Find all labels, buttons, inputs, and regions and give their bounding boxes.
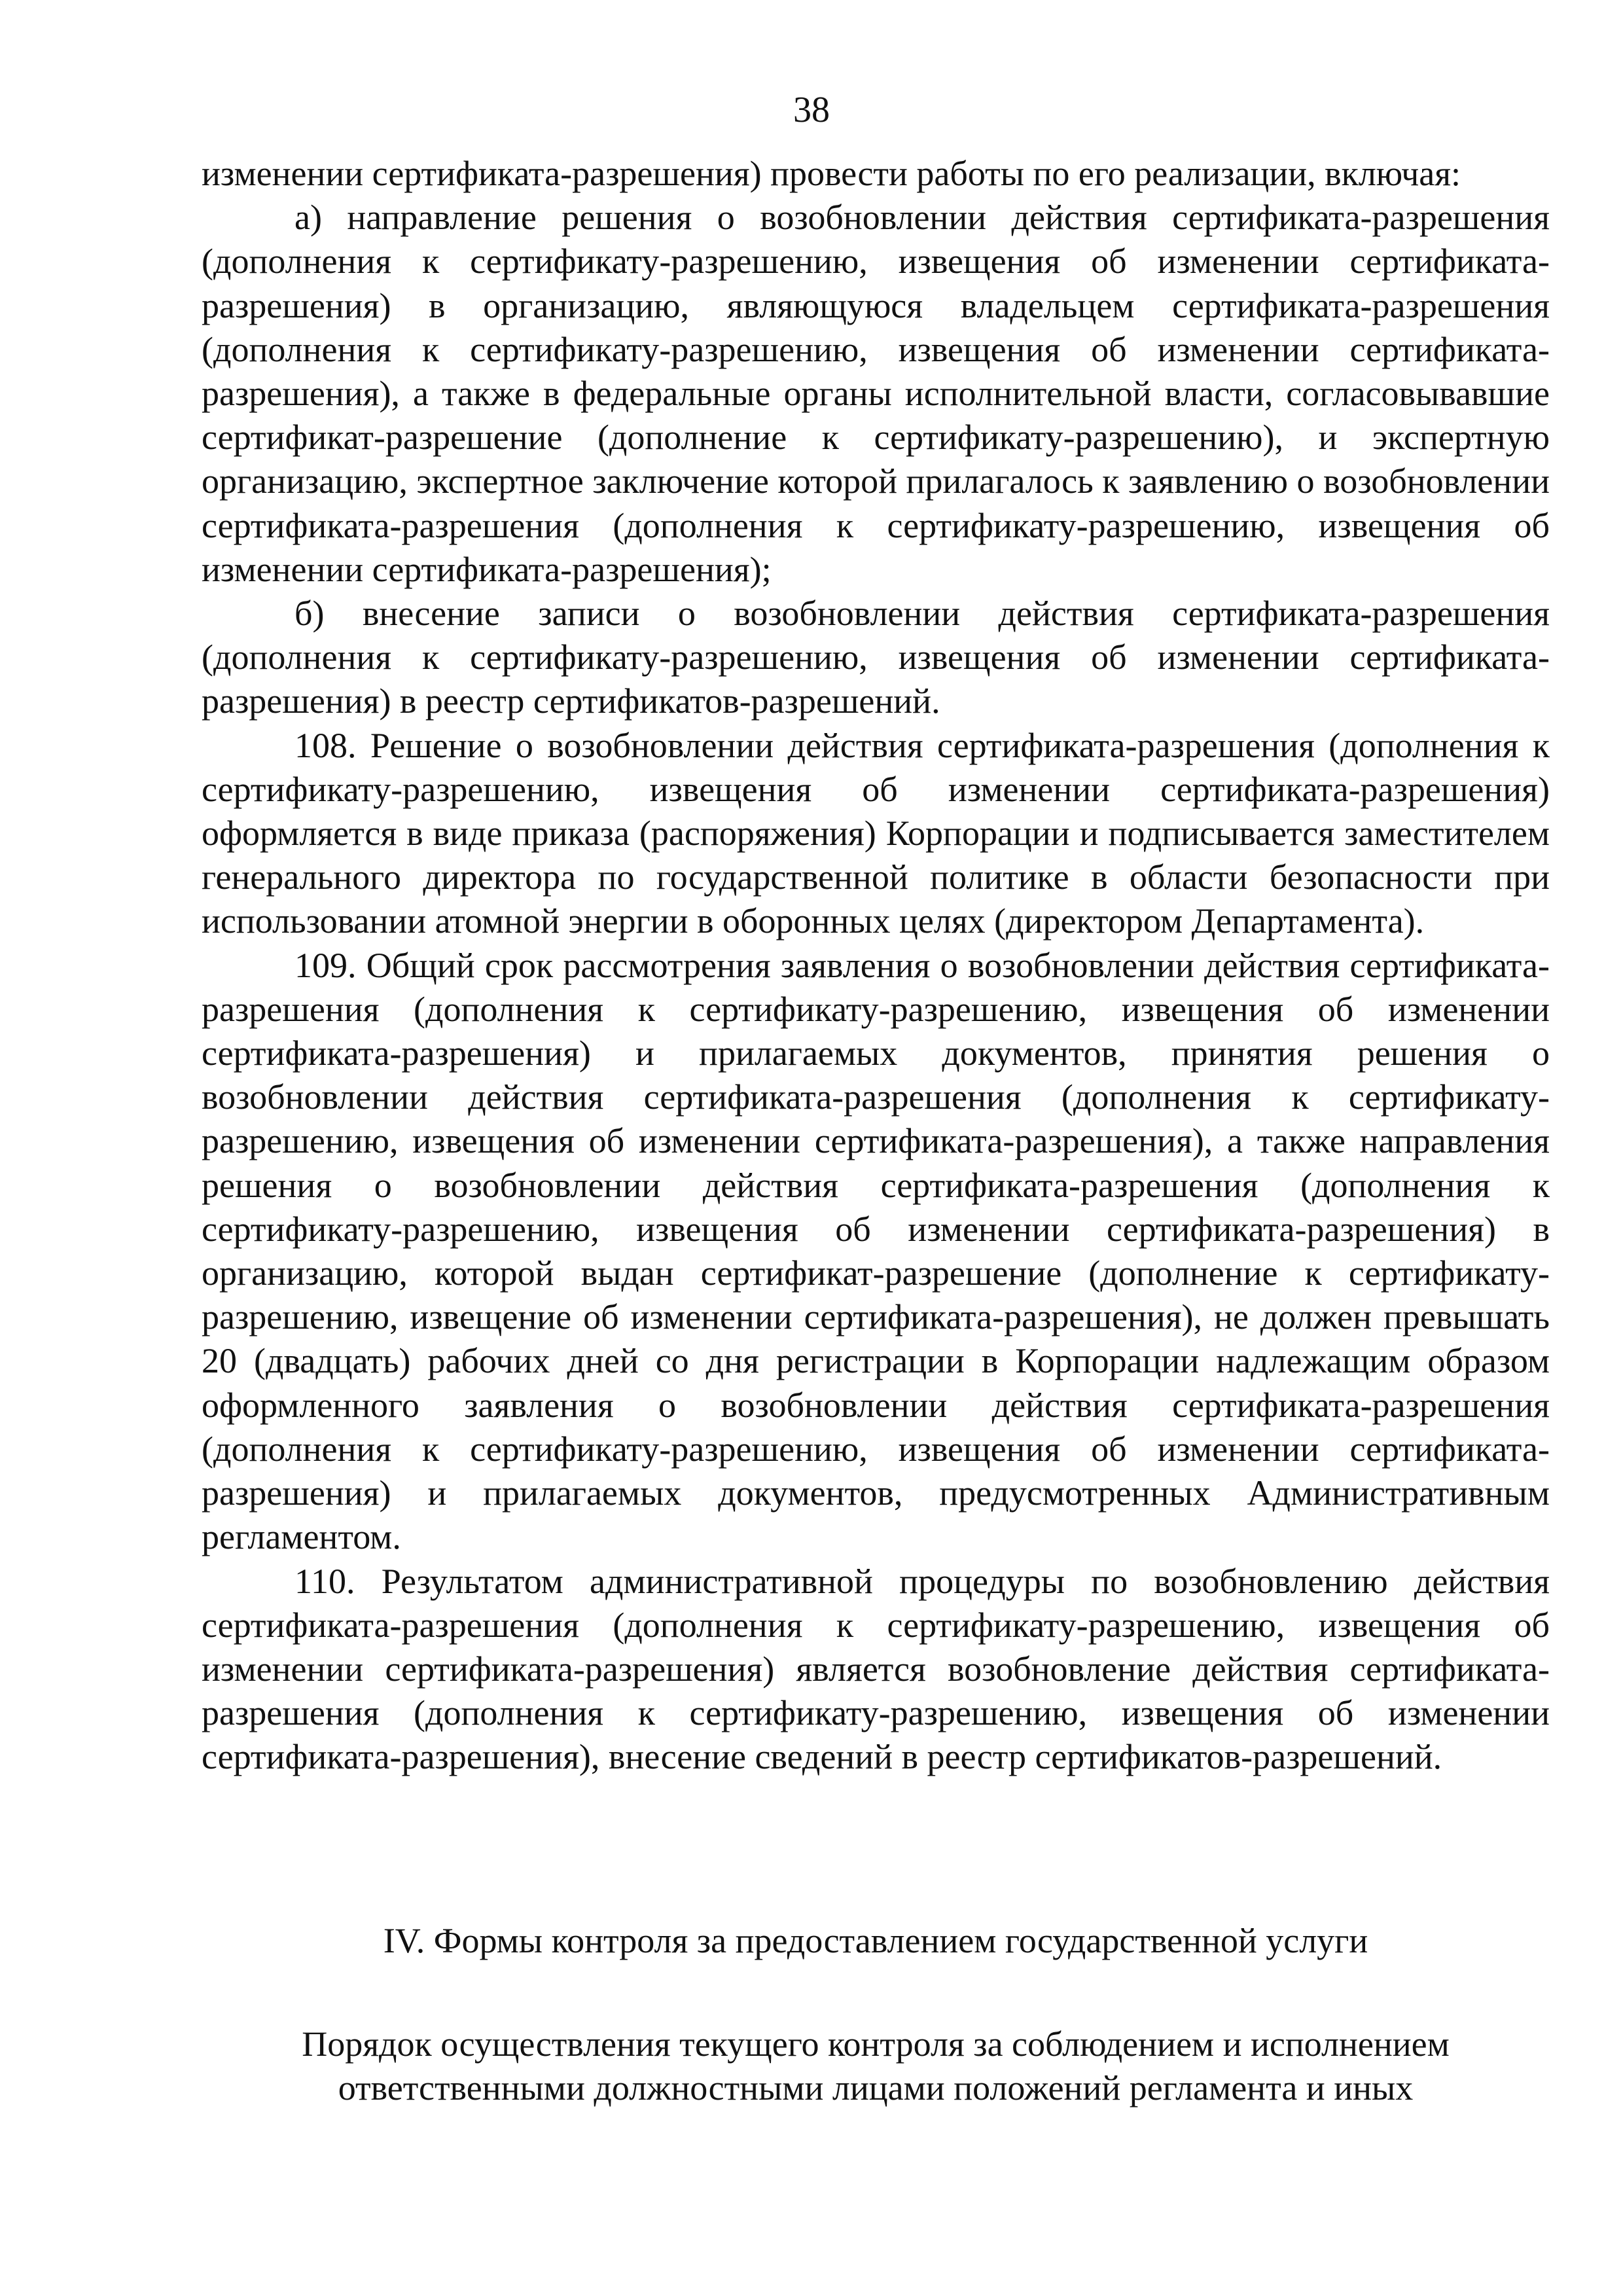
- paragraph-item-b: б) внесение записи о возобновлении действия сертификата-разрешения (дополнения к сертификату-разрешению, извещения об изменении сертификата-разрешения) в реестр сертификатов-разрешений.: [202, 594, 1550, 721]
- subsection-heading: [202, 2022, 1550, 2110]
- paragraph-item-a: а) направление решения о возобновлении действия сертификата-разрешения (дополнения к сертификату-разрешению, извещения об изменении сертификата-разрешения) в организацию, являющуюся владельцем сертификата-разрешения (дополнения к сертификату-разрешению, извещения об изменении сертификата-разрешения), а также в федеральные органы исполнительной власти, согласовывавшие сертификат-разрешение (дополнение к сертификату-разрешению), и экспертную организацию, экспертное заключение которой прилагалось к заявлению о возобновлении сертификата-разрешения (дополнения к сертификату-разрешению, извещения об изменении сертификата-разрешения);: [202, 198, 1550, 589]
- document-body: [202, 152, 1550, 1780]
- section-heading: IV. Формы контроля за предоставлением государственной услуги: [383, 1921, 1368, 1960]
- paragraph-continuation: изменении сертификата-разрешения) провести работы по его реализации, включая:: [202, 154, 1461, 193]
- subsection-heading-line-1: Порядок осуществления текущего контроля за соблюдением и исполнением: [302, 2024, 1450, 2064]
- page-number: 38: [793, 90, 830, 130]
- subsection-heading-line-2: ответственными должностными лицами положений регламента и иных: [338, 2068, 1414, 2108]
- paragraph-109: 109. Общий срок рассмотрения заявления о возобновлении действия сертификата-разрешения (дополнения к сертификату-разрешению, извещения об изменении сертификата-разрешения) и прилагаемых документов, принятия решения о возобновлении действия сертификата-разрешения (дополнения к сертификату-разрешению, извещения об изменении сертификата-разрешения), а также направления решения о возобновлении действия сертификата-разрешения (дополнения к сертификату-разрешению, извещения об изменении сертификата-разрешения) в организацию, которой выдан сертификат-разрешение (дополнение к сертификату-разрешению, извещение об изменении сертификата-разрешения), не должен превышать 20 (двадцать) рабочих дней со дня регистрации в Корпорации надлежащим образом оформленного заявления о возобновлении действия сертификата-разрешения (дополнения к сертификату-разрешению, извещения об изменении сертификата-разрешения) и прилагаемых документов, предусмотренных Административным регламентом.: [202, 945, 1550, 1557]
- paragraph-108: 108. Решение о возобновлении действия сертификата-разрешения (дополнения к сертификату-разрешению, извещения об изменении сертификата-разрешения) оформляется в виде приказа (распоряжения) Корпорации и подписывается заместителем генерального директора по государственной политике в области безопасности при использовании атомной энергии в оборонных целях (директором Департамента).: [202, 725, 1550, 941]
- paragraph-110: 110. Результатом административной процедуры по возобновлению действия сертификата-разрешения (дополнения к сертификату-разрешению, извещения об изменении сертификата-разрешения) является возобновление действия сертификата-разрешения (дополнения к сертификату-разрешению, извещения об изменении сертификата-разрешения), внесение сведений в реестр сертификатов-разрешений.: [202, 1561, 1550, 1777]
